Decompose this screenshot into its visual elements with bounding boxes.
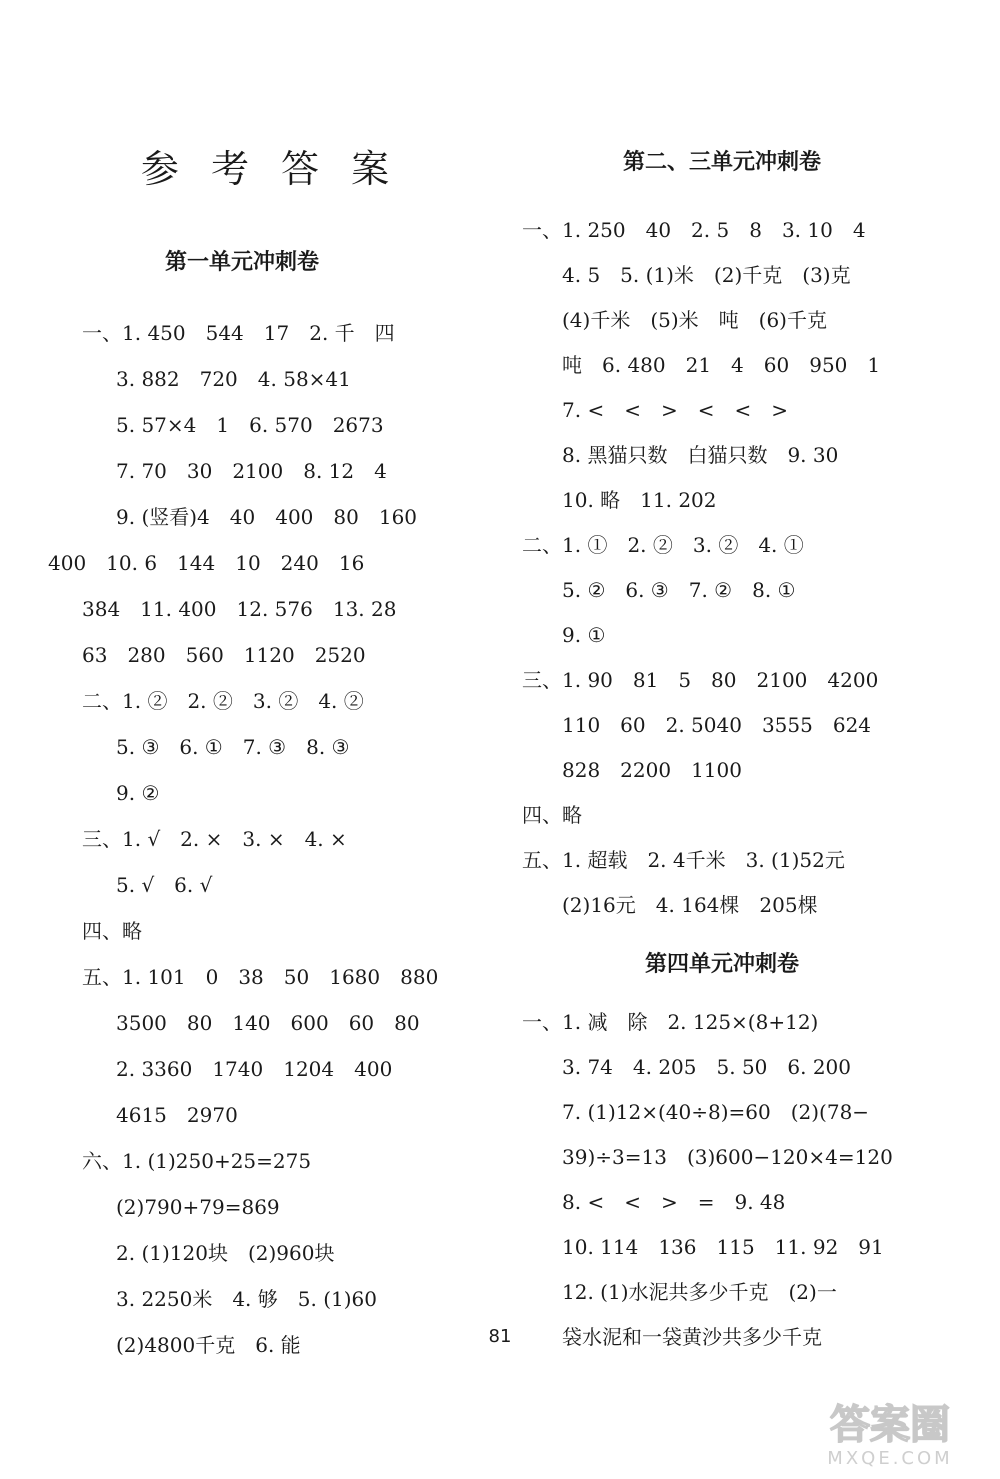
answer-line: 9. ② [116, 781, 160, 805]
answer-line: 9. ① [562, 623, 606, 647]
svg-text:MXQE.COM: MXQE.COM [827, 1448, 953, 1469]
answer-line: 三、1. √ 2. × 3. × 4. × [82, 827, 347, 851]
answer-line: 8. < < > = 9. 48 [562, 1190, 786, 1214]
answer-line: (2)4800千克 6. 能 [116, 1333, 301, 1357]
answer-line: 二、1. ② 2. ② 3. ② 4. ② [82, 689, 364, 713]
answer-line: 5. √ 6. √ [116, 873, 213, 897]
answer-line: 39)÷3=13 (3)600−120×4=120 [562, 1145, 893, 1169]
answer-line: 5. 57×4 1 6. 570 2673 [116, 413, 384, 437]
answer-line: 10. 114 136 115 11. 92 91 [562, 1235, 884, 1259]
answer-line: 5. ② 6. ③ 7. ② 8. ① [562, 578, 796, 602]
answer-line: 3. 882 720 4. 58×41 [116, 367, 351, 391]
svg-text:答案圈: 答案圈 [830, 1402, 950, 1448]
answer-line: (4)千米 (5)米 吨 (6)千克 [562, 308, 827, 332]
answer-line: 五、1. 101 0 38 50 1680 880 [82, 965, 439, 989]
answer-line: 110 60 2. 5040 3555 624 [562, 713, 872, 737]
answer-line: 828 2200 1100 [562, 758, 742, 782]
answer-line: 四、略 [82, 919, 142, 943]
answer-line: 384 11. 400 12. 576 13. 28 [82, 597, 397, 621]
answer-line: 7. < < > < < > [562, 398, 788, 422]
right-column [522, 140, 922, 1360]
answer-line: 7. 70 30 2100 8. 12 4 [116, 459, 387, 483]
answer-line: 吨 6. 480 21 4 60 950 1 [562, 353, 881, 377]
answer-line: 63 280 560 1120 2520 [82, 643, 366, 667]
section-heading-unit-1: 第一单元冲刺卷 [164, 250, 319, 275]
answer-line: 2. 3360 1740 1204 400 [116, 1057, 393, 1081]
answer-line: 二、1. ① 2. ② 3. ② 4. ① [522, 533, 804, 557]
left-column [48, 240, 462, 1368]
answer-line: 袋水泥和一袋黄沙共多少千克 [562, 1325, 822, 1349]
page-number: 81 [488, 1326, 512, 1347]
answer-line: 3. 74 4. 205 5. 50 6. 200 [562, 1055, 852, 1079]
section-heading-unit-4: 第四单元冲刺卷 [644, 952, 799, 977]
answer-line: 12. (1)水泥共多少千克 (2)一 [562, 1280, 837, 1304]
watermark-logo [790, 1390, 990, 1470]
answer-line: 一、1. 450 544 17 2. 千 四 [82, 321, 395, 345]
answer-line: (2)16元 4. 164棵 205棵 [562, 893, 818, 917]
page-title: 参 考 答 案 [140, 147, 400, 191]
answer-line: 一、1. 减 除 2. 125×(8+12) [522, 1010, 819, 1034]
answer-line: 9. (竖看)4 40 400 80 160 [116, 505, 418, 529]
answer-line: 5. ③ 6. ① 7. ③ 8. ③ [116, 735, 350, 759]
section-heading-unit-2-3: 第二、三单元冲刺卷 [622, 150, 821, 175]
answer-line: 3. 2250米 4. 够 5. (1)60 [116, 1287, 377, 1311]
answer-line: 六、1. (1)250+25=275 [82, 1149, 312, 1173]
answer-line: 四、略 [522, 803, 582, 827]
answer-line: 一、1. 250 40 2. 5 8 3. 10 4 [522, 218, 866, 242]
answer-line: 7. (1)12×(40÷8)=60 (2)(78− [562, 1100, 870, 1124]
answer-line: 3500 80 140 600 60 80 [116, 1011, 420, 1035]
answer-line: 8. 黑猫只数 白猫只数 9. 30 [562, 443, 839, 467]
answer-line: 三、1. 90 81 5 80 2100 4200 [522, 668, 879, 692]
answer-line: 2. (1)120块 (2)960块 [116, 1241, 335, 1265]
answer-line: 400 10. 6 144 10 240 16 [48, 551, 365, 575]
answer-line: 10. 略 11. 202 [562, 488, 717, 512]
answer-line: (2)790+79=869 [116, 1195, 280, 1219]
answer-line: 4615 2970 [116, 1103, 238, 1127]
answer-line: 五、1. 超载 2. 4千米 3. (1)52元 [522, 848, 845, 872]
answer-line: 4. 5 5. (1)米 (2)千克 (3)克 [562, 263, 851, 287]
